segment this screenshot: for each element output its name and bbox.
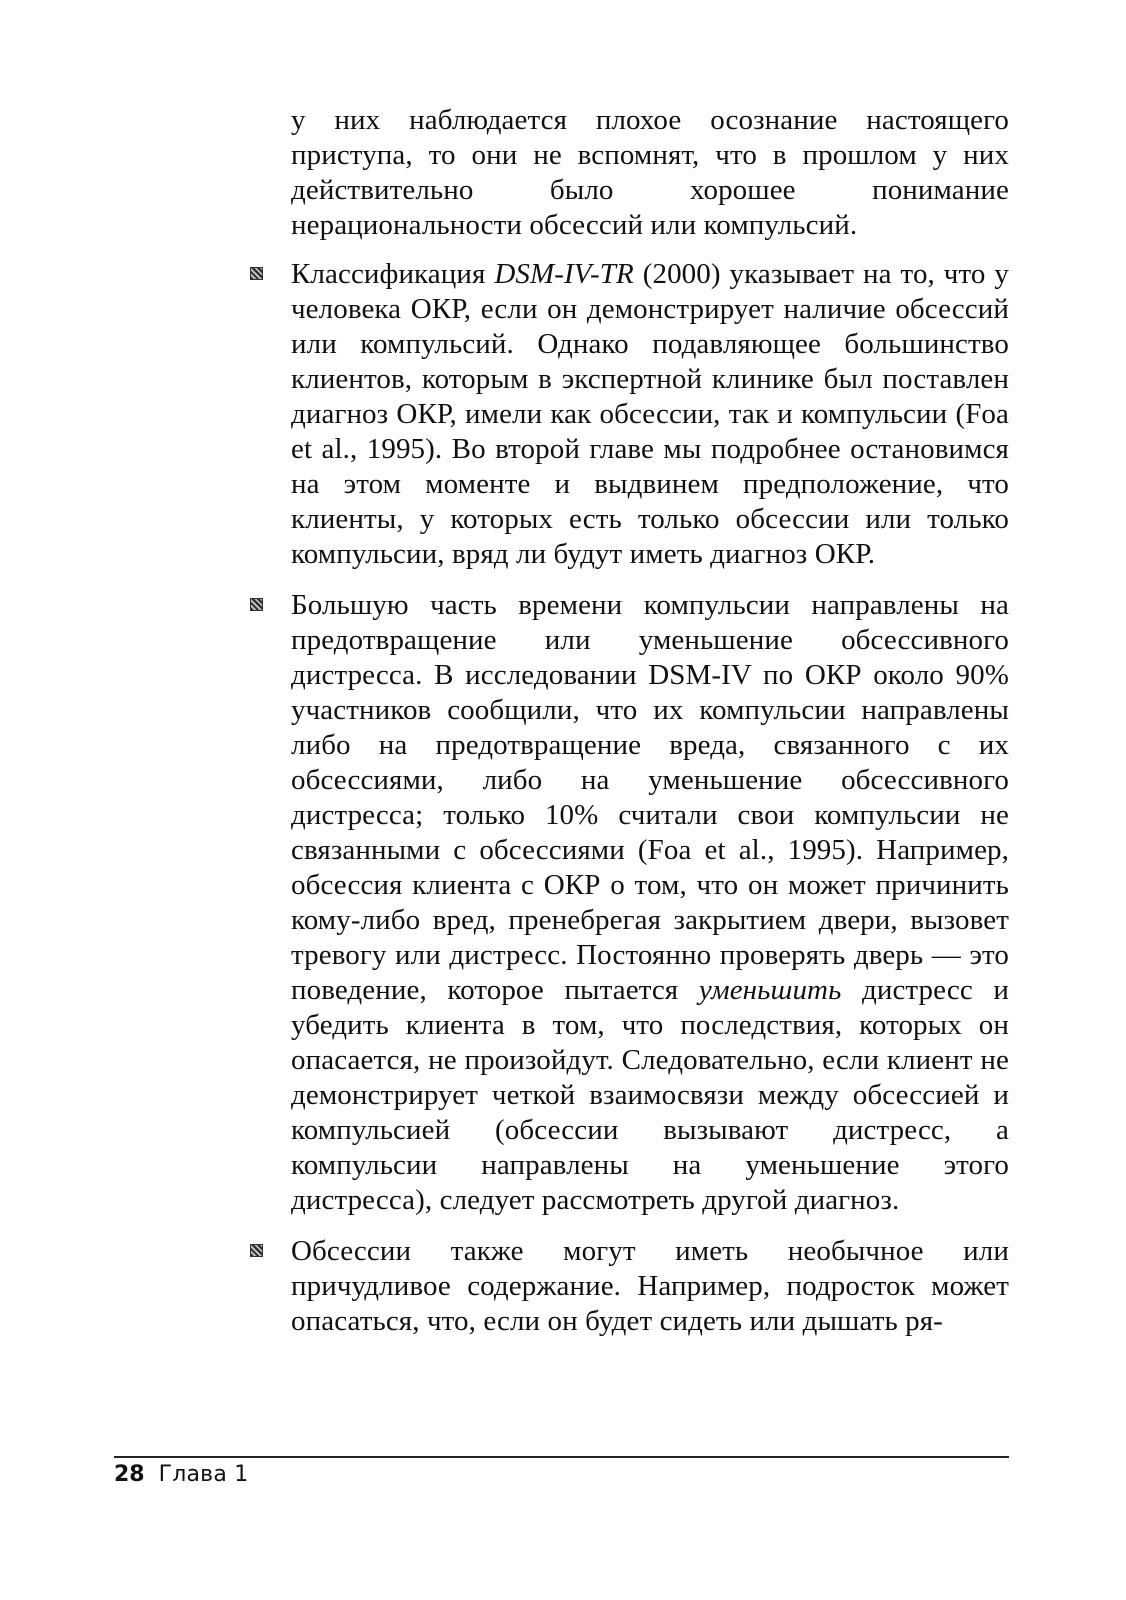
emphasis-text: DSM-IV-TR: [494, 258, 634, 290]
bullet-item: [291, 257, 1009, 572]
square-bullet-icon: [250, 598, 263, 611]
bullet-item: [291, 1234, 1009, 1339]
chapter-label: Глава 1: [158, 1462, 249, 1487]
bullet-item: [291, 588, 1009, 1218]
continuation-paragraph: [291, 103, 1009, 243]
continuation-text: у них наблюдается плохое осознание настоящего приступа, то они не вспомнят, что в прошлом у них действительно было хорошее понимание нерациональности обсессий или компульсий.: [291, 104, 1009, 241]
page-footer: [114, 1460, 248, 1490]
emphasis-text: уменьшить: [698, 974, 842, 1006]
square-bullet-icon: [250, 267, 263, 280]
bullet-text: Классификация DSM-IV-TR (2000) указывает на то, что у человека ОКР, если он демонстрирует наличие обсессий или компульсий. Однако подавляющее большинство клиентов, которым в экспертной клинике был поставлен диагноз ОКР, имели как обсессии, так и компульсии (Foa et al., 1995). Во второй главе мы подробнее остановимся на этом моменте и выдвинем предположение, что клиенты, у которых есть только обсессии или только компульсии, вряд ли будут иметь диагноз ОКР.: [291, 258, 1009, 570]
bullet-text: Большую часть времени компульсии направлены на предотвращение или уменьшение обсессивного дистресса. В исследовании DSM-IV по ОКР около 90% участников сообщили, что их компульсии направлены либо на предотвращение вреда, связанного с их обсессиями, либо на уменьшение обсессивного дистресса; только 10% считали свои компульсии не связанными с обсессиями (Foa et al., 1995). Например, обсессия клиента с ОКР о том, что он может причинить кому-либо вред, пренебрегая закрытием двери, вызовет тревогу или дистресс. Постоянно проверять дверь — это поведение, которое пытается уменьшить дистресс и убедить клиента в том, что последствия, которых он опасается, не произойдут. Следовательно, если клиент не демонстрирует четкой взаимосвязи между обсессией и компульсией (обсессии вызывают дистресс, а компульсии направлены на уменьшение этого дистресса), следует рассмотреть другой диагноз.: [291, 589, 1009, 1216]
footer-divider: [114, 1456, 1009, 1458]
bullet-text: Обсессии также могут иметь необычное или причудливое содержание. Например, подросток может опасаться, что, если он будет сидеть или дышать ря-: [291, 1235, 1009, 1337]
bullet-list: [291, 257, 1009, 1355]
page-number: 28: [114, 1462, 145, 1487]
square-bullet-icon: [250, 1244, 263, 1257]
